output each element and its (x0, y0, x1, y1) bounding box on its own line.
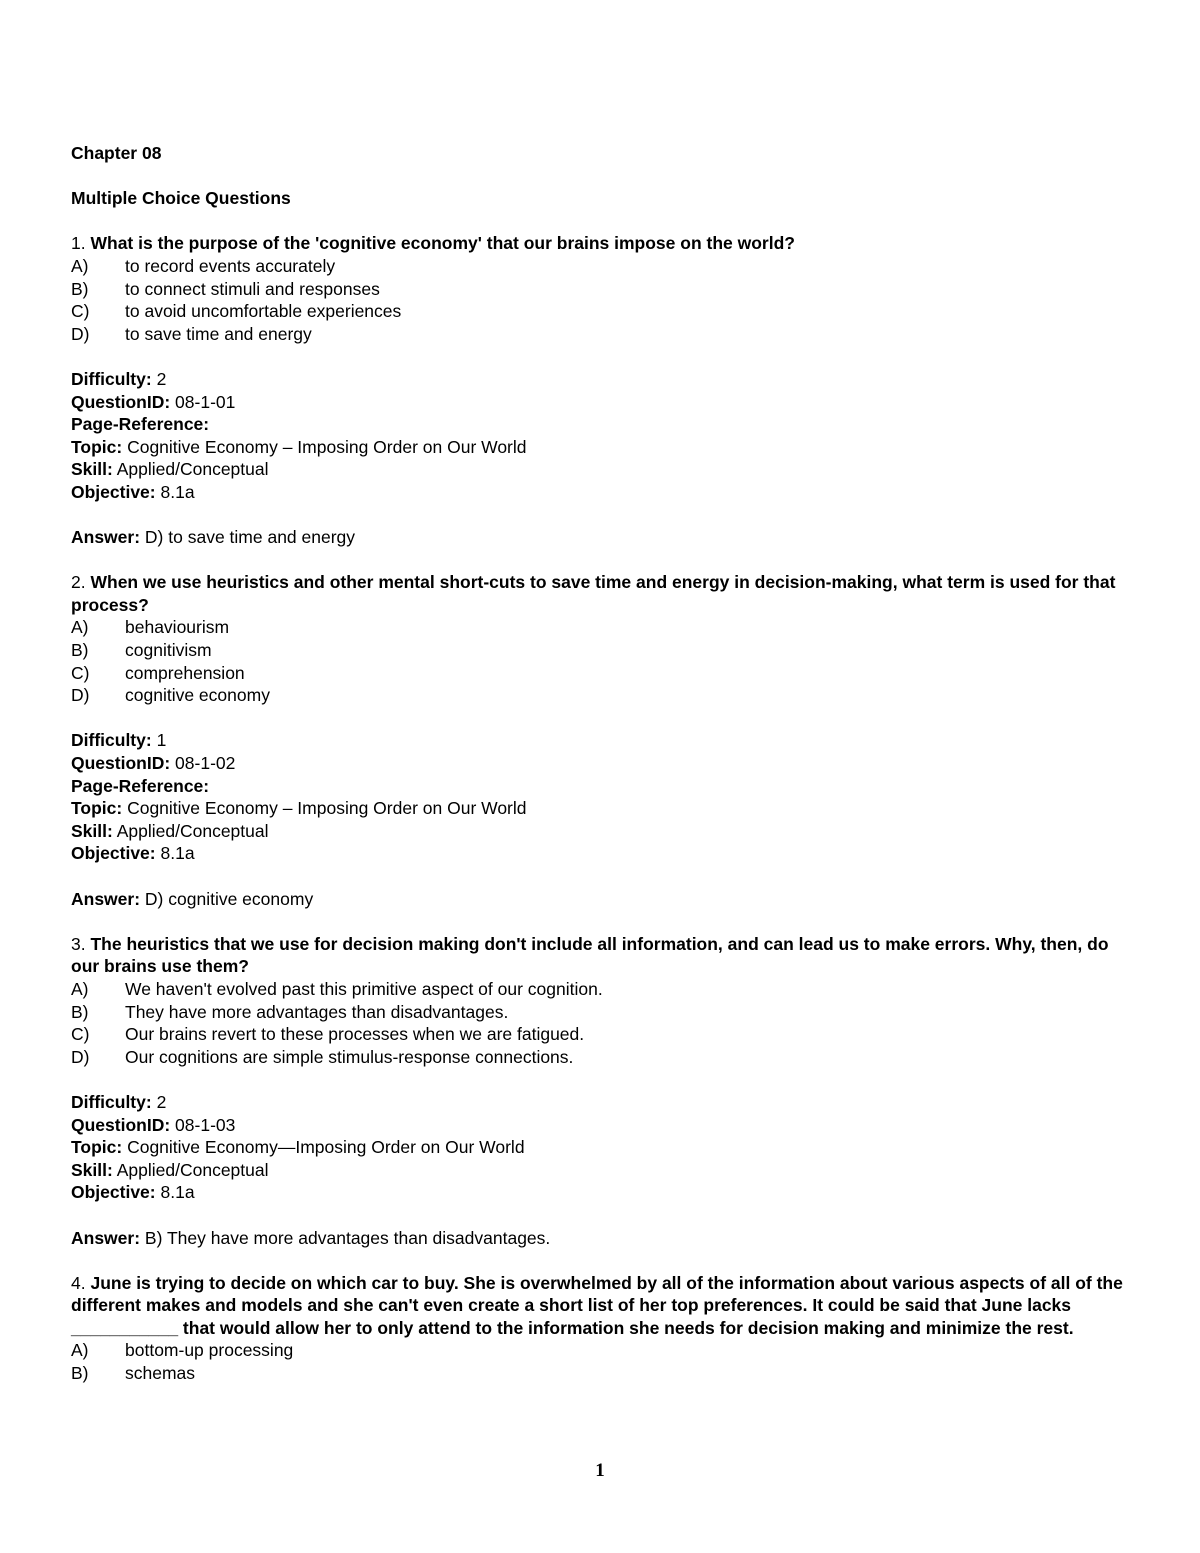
topic-line: Topic: Cognitive Economy – Imposing Order on Our World (71, 436, 527, 457)
option-a: A) behaviourism (71, 617, 230, 638)
question-text: 1. What is the purpose of the 'cognitive economy' that our brains impose on the world? (71, 233, 795, 254)
objective-line: Objective: 8.1a (71, 1182, 195, 1203)
option-b: B) schemas (71, 1363, 196, 1384)
difficulty-line: Difficulty: 2 (71, 368, 167, 389)
question-text: 2. When we use heuristics and other mental short-cuts to save time and energy in decision-making, what term is used for that process? (71, 572, 1116, 615)
question-4 (71, 1272, 1131, 1385)
option-c: C) Our brains revert to these processes when we are fatigued. (71, 1024, 585, 1045)
option-a: A) to record events accurately (71, 255, 336, 276)
answer-line: Answer: B) They have more advantages than disadvantages. (71, 1227, 551, 1248)
option-d: D) to save time and energy (71, 323, 312, 344)
difficulty-line: Difficulty: 1 (71, 730, 167, 751)
option-b: B) They have more advantages than disadvantages. (71, 1001, 509, 1022)
option-b: B) to connect stimuli and responses (71, 278, 380, 299)
section-title: Multiple Choice Questions (71, 188, 291, 209)
question-1 (71, 232, 1131, 571)
page-reference-line: Page-Reference: (71, 414, 210, 435)
difficulty-line: Difficulty: 2 (71, 1091, 167, 1112)
option-d: D) cognitive economy (71, 685, 270, 706)
topic-line: Topic: Cognitive Economy—Imposing Order on Our World (71, 1137, 525, 1158)
skill-line: Skill: Applied/Conceptual (71, 459, 269, 480)
question-id-line: QuestionID: 08-1-02 (71, 753, 236, 774)
option-b: B) cognitivism (71, 640, 212, 661)
question-2 (71, 571, 1131, 933)
answer-line: Answer: D) cognitive economy (71, 888, 314, 909)
question-id-line: QuestionID: 08-1-03 (71, 1114, 236, 1135)
question-3 (71, 933, 1131, 1272)
page-number: 1 (595, 1460, 605, 1481)
chapter-title: Chapter 08 (71, 143, 162, 163)
question-text: 4. June is trying to decide on which car to buy. She is overwhelmed by all of the information about various aspects of all of the different makes and models and she can't even create a short list of her top preferences. It could be said that June lacks ___________ that would allow her to only attend to the information she needs for decision making and minimize the rest. (71, 1272, 1123, 1338)
option-d: D) Our cognitions are simple stimulus-response connections. (71, 1046, 574, 1067)
page-reference-line: Page-Reference: (71, 775, 210, 796)
option-a: A) bottom-up processing (71, 1340, 294, 1361)
topic-line: Topic: Cognitive Economy – Imposing Order on Our World (71, 798, 527, 819)
skill-line: Skill: Applied/Conceptual (71, 1159, 269, 1180)
option-a: A) We haven't evolved past this primitive aspect of our cognition. (71, 978, 603, 999)
answer-line: Answer: D) to save time and energy (71, 527, 356, 548)
skill-line: Skill: Applied/Conceptual (71, 820, 269, 841)
document-page (71, 142, 1131, 1385)
option-c: C) to avoid uncomfortable experiences (71, 301, 402, 322)
option-c: C) comprehension (71, 662, 245, 683)
question-text: 3. The heuristics that we use for decision making don't include all information, and can lead us to make errors. Why, then, do our brains use them? (71, 933, 1109, 977)
objective-line: Objective: 8.1a (71, 843, 195, 864)
objective-line: Objective: 8.1a (71, 481, 195, 502)
question-id-line: QuestionID: 08-1-01 (71, 391, 236, 412)
